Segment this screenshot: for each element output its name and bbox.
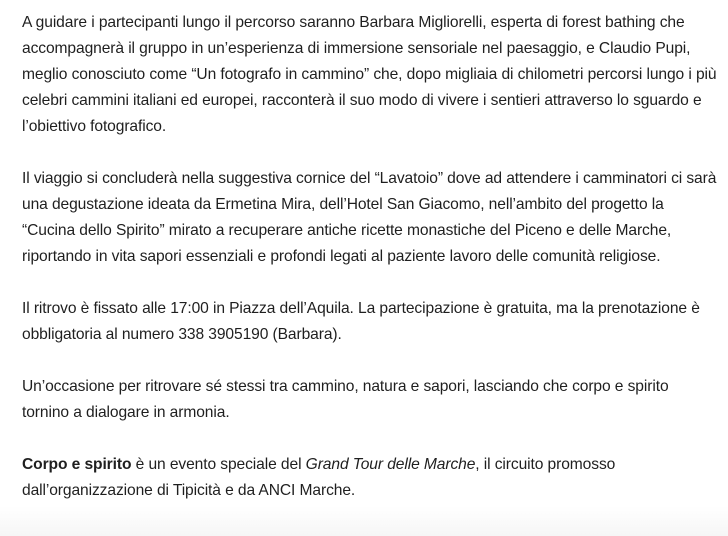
- article-body: [22, 10, 718, 504]
- event-name-bold: Corpo e spirito: [22, 456, 132, 473]
- paragraph-guides: A guidare i partecipanti lungo il percorso saranno Barbara Migliorelli, esperta di forest bathing che accompagnerà il gruppo in un’esperienza di immersione sensoriale nel paesaggio, e Claudio Pupi, meglio conosciuto come “Un fotografo in cammino” che, dopo migliaia di chilometri percorsi lungo i più celebri cammini italiani ed europei, racconterà il suo modo di vivere i sentieri attraverso lo sguardo e l’obiettivo fotografico.: [22, 14, 717, 135]
- grand-tour-italic: Grand Tour delle Marche: [305, 456, 476, 473]
- bottom-fade: [0, 506, 728, 536]
- paragraph-event-credit: [22, 452, 718, 504]
- paragraph-journey-end: Il viaggio si concluderà nella suggestiva cornice del “Lavatoio” dove ad attendere i camminatori ci sarà una degustazione ideata da Ermetina Mira, dell’Hotel San Giacomo, nell’ambito del progetto la “Cucina dello Spirito” mirato a recuperare antiche ricette monastiche del Piceno e delle Marche, riportando in vita sapori essenziali e profondi legati al paziente lavoro delle comunità religiose.: [22, 170, 717, 265]
- paragraph-occasion: Un’occasione per ritrovare sé stessi tra cammino, natura e sapori, lasciando che corpo e spirito tornino a dialogare in armonia.: [22, 378, 669, 421]
- paragraph-meeting-info: Il ritrovo è fissato alle 17:00 in Piazza dell’Aquila. La partecipazione è gratuita, ma la prenotazione è obbligatoria al numero 338 3905190 (Barbara).: [22, 300, 700, 343]
- event-text-a: è un evento speciale del: [131, 456, 306, 473]
- event-text-b: , il circuito promosso dall’organizzazione di Tipicità e da ANCI Marche.: [22, 456, 616, 499]
